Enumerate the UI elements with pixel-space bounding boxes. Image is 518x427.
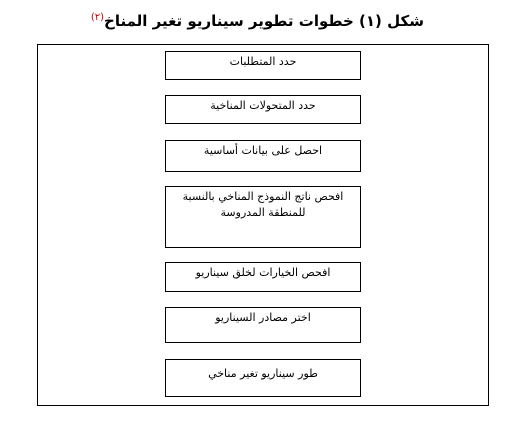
figure-title bbox=[91, 8, 424, 31]
step-label: احصل على بيانات أساسية bbox=[203, 144, 323, 157]
step-box-2 bbox=[165, 95, 361, 124]
step-box-3 bbox=[165, 140, 361, 172]
step-box-7 bbox=[165, 359, 361, 397]
step-label: طور سيناريو تغير مناخي bbox=[208, 367, 318, 380]
step-box-4 bbox=[165, 186, 361, 248]
figure-title-text: شكل (١) خطوات تطوير سيناريو تغير المناخ bbox=[104, 12, 424, 30]
step-label: حدد المتحولات المناخية bbox=[210, 99, 316, 112]
step-box-5 bbox=[165, 262, 361, 292]
step-box-6 bbox=[165, 307, 361, 343]
step-box-1 bbox=[165, 51, 361, 80]
step-label: افحص الخيارات لخلق سيناريو bbox=[195, 266, 331, 279]
step-label: اختر مصادر السيناريو bbox=[215, 311, 311, 324]
footnote-reference: (٢) bbox=[90, 12, 105, 23]
step-label: حدد المتطلبات bbox=[229, 55, 297, 68]
step-label: افحص ناتج النموذج المناخي بالنسبة للمنطقة المدروسة bbox=[182, 190, 344, 219]
